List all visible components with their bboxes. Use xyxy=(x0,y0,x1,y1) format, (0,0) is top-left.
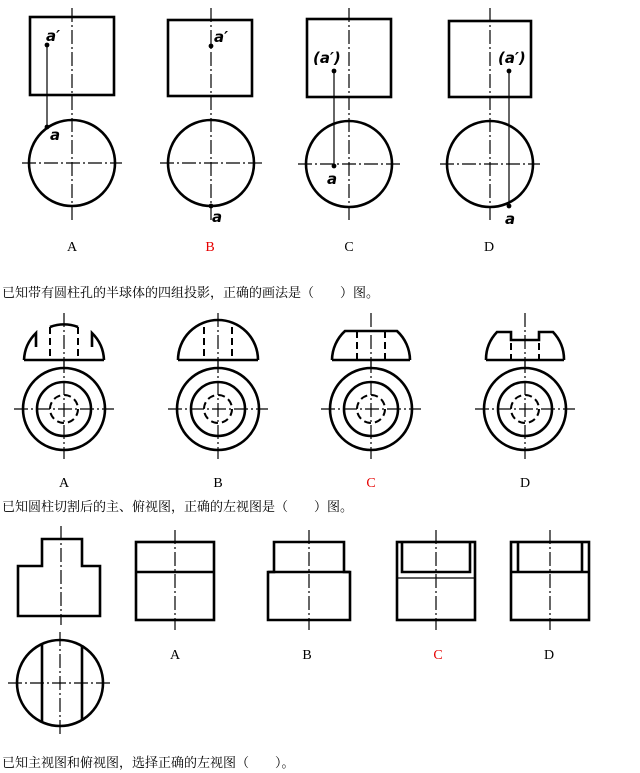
option-c-drawing xyxy=(298,8,400,220)
option-d-hemisphere xyxy=(475,313,575,459)
question-3-text: 已知圆柱切割后的主、俯视图，正确的左视图是（ ）图。 xyxy=(2,500,354,515)
option-b-label: B xyxy=(205,240,215,255)
question-2-text: 已知带有圆柱孔的半球体的四组投影，正确的画法是（ ）图。 xyxy=(2,286,380,301)
option-a-hemisphere xyxy=(14,313,114,459)
option-b-point-bottom: a xyxy=(212,208,223,226)
option-d-point-top: (a′) xyxy=(498,49,526,67)
option-d-label: D xyxy=(483,240,495,255)
q3-option-c-drawing xyxy=(397,530,475,630)
option-a-drawing xyxy=(22,8,122,220)
q2-option-d-label: D xyxy=(519,476,531,491)
figure-cut-cylinder-svg xyxy=(0,520,640,740)
given-top-view xyxy=(8,632,112,734)
option-b-hemisphere xyxy=(168,313,268,459)
figure-hemisphere xyxy=(0,305,640,495)
figure-point-projection-svg xyxy=(0,0,640,260)
option-a-label: A xyxy=(66,240,78,255)
option-d-drawing xyxy=(440,8,540,228)
option-c-hemisphere xyxy=(321,313,421,459)
q2-option-c-label: C xyxy=(366,476,376,491)
q3-option-d-drawing xyxy=(511,530,589,630)
option-a-point-top: a′ xyxy=(46,27,61,45)
q2-option-b-label: B xyxy=(213,476,223,491)
q2-option-a-label: A xyxy=(58,476,70,491)
q3-option-a-label: A xyxy=(169,648,181,663)
option-b-point-top: a′ xyxy=(214,28,229,46)
figure-cut-cylinder xyxy=(0,520,640,740)
option-a-point-bottom: a xyxy=(50,126,61,144)
given-front-view xyxy=(18,526,100,625)
q3-option-b-drawing xyxy=(268,530,350,630)
q3-option-b-label: B xyxy=(302,648,312,663)
q3-option-a-drawing xyxy=(136,530,214,630)
option-d-point-bottom: a xyxy=(505,210,516,228)
question-4-text: 已知主视图和俯视图，选择正确的左视图（ ）。 xyxy=(2,756,295,771)
option-c-label: C xyxy=(344,240,354,255)
figure-point-projection xyxy=(0,0,640,260)
option-c-point-top: (a′) xyxy=(313,49,341,67)
option-c-point-bottom: a xyxy=(327,170,338,188)
figure-hemisphere-svg xyxy=(0,305,640,495)
q3-option-c-label: C xyxy=(433,648,443,663)
q3-option-d-label: D xyxy=(543,648,555,663)
option-b-drawing xyxy=(160,8,262,226)
